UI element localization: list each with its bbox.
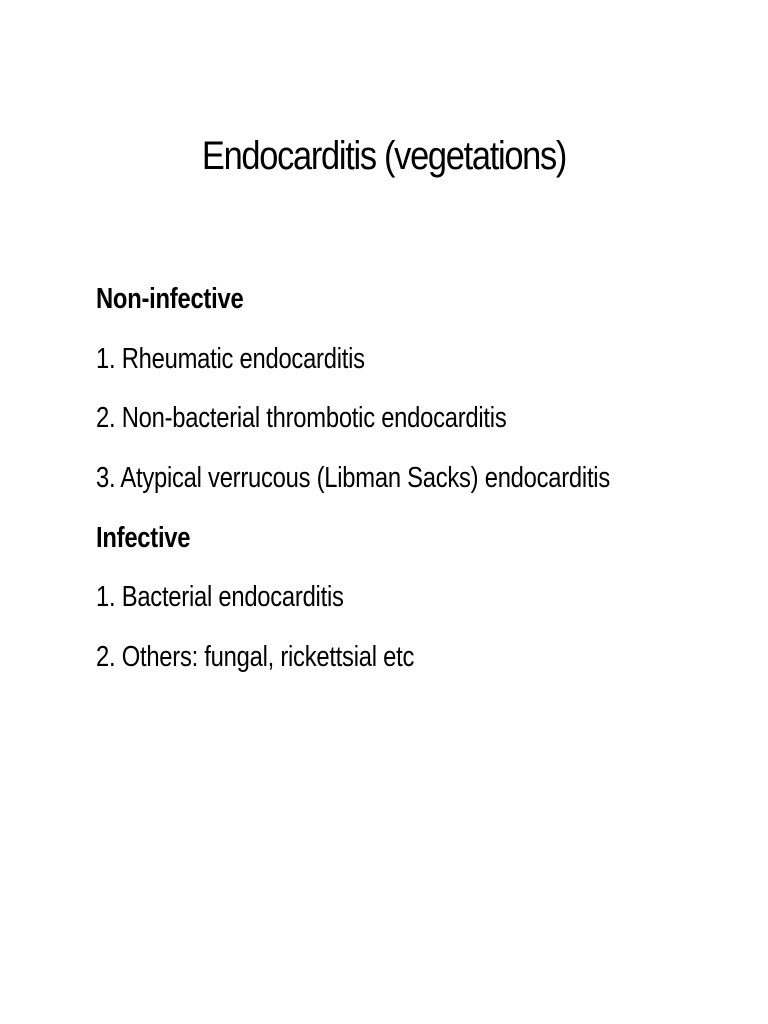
section-heading-infective: Infective: [96, 521, 191, 554]
list-item: 2. Non-bacterial thrombotic endocarditis: [96, 402, 507, 435]
list-item: 1. Rheumatic endocarditis: [96, 342, 365, 375]
list-item: 1. Bacterial endocarditis: [96, 581, 344, 614]
list-item: 2. Others: fungal, rickettsial etc: [96, 641, 415, 674]
slide-body: [96, 270, 736, 688]
slide-title: Endocarditis (vegetations): [201, 134, 567, 178]
section-heading-non-infective: Non-infective: [96, 283, 244, 315]
list-item: 3. Atypical verrucous (Libman Sacks) endocarditis: [96, 462, 610, 495]
